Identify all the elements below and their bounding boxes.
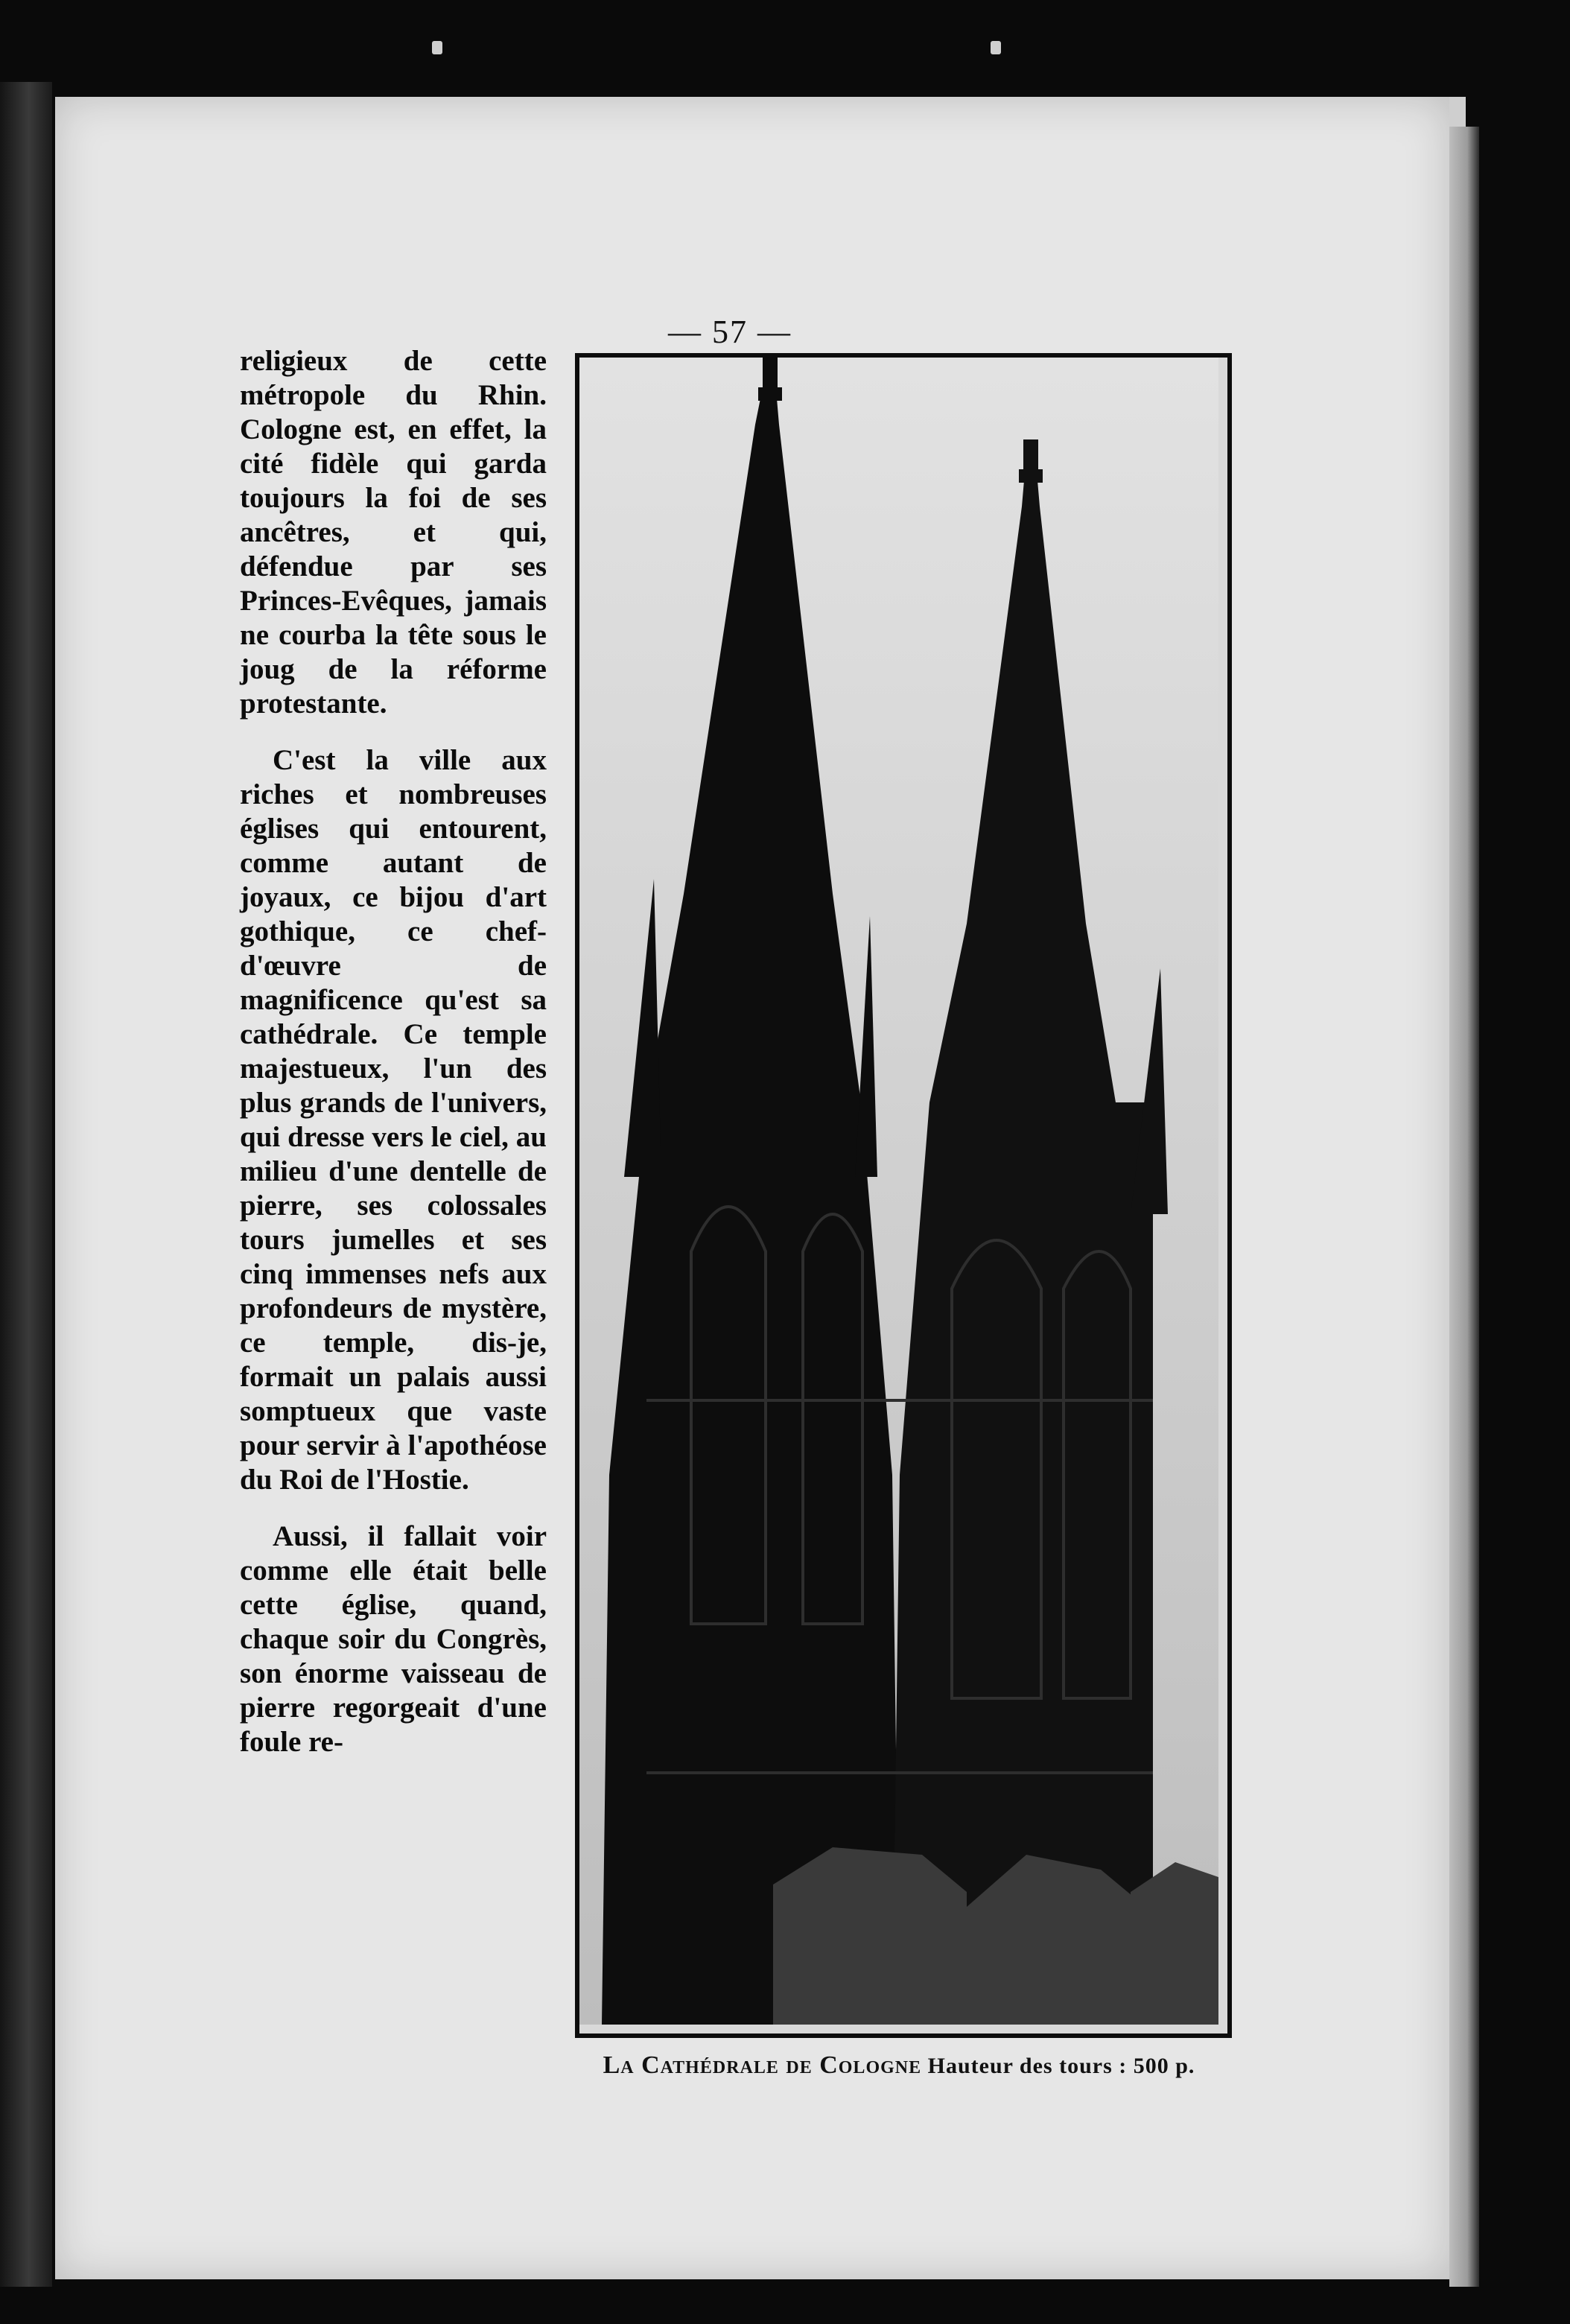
page-edge [1449, 127, 1479, 2287]
caption-detail: Hauteur des tours : 500 p. [927, 2054, 1195, 2078]
cathedral-illustration [579, 358, 1218, 2025]
figure-caption [575, 2051, 1223, 2080]
text-column [240, 344, 547, 1782]
caption-title: La Cathédrale de Cologne [603, 2051, 922, 2079]
paragraph-2: C'est la ville aux riches et nombreuses églises qui entourent, comme autant de joyaux, ce bijou d'art gothique, ce chef-d'œuvre de magnificence qu'est sa cathédrale. Ce temple majestueux, l'un des plus grands de l'univers, qui dresse vers le ciel, au milieu d'une dentelle de pierre, ses colossales tours jumelles et ses cinq immenses nefs aux profondeurs de mystère, ce temple, dis-je, formait un palais aussi somptueux que vaste pour servir à l'apothéose du Roi de l'Hostie. [240, 744, 547, 1496]
scan-artifact [432, 41, 442, 54]
scan-artifact [991, 41, 1001, 54]
page-number: — 57 — [668, 314, 792, 350]
paragraph-3: Aussi, il fallait voir comme elle était belle cette église, quand, chaque soir du Congrès, son énorme vaisseau de pierre regorgeait d'une foule re- [240, 1520, 547, 1758]
paragraph-1: religieux de cette métropole du Rhin. Cologne est, en effet, la cité fidèle qui garda toujours la foi de ses ancêtres, et qui, défendue par ses Princes-Evêques, jamais ne courba la tête sous le joug de la réforme protestante. [240, 345, 547, 720]
book-spine [0, 82, 52, 2287]
cathedral-photo [575, 353, 1232, 2038]
